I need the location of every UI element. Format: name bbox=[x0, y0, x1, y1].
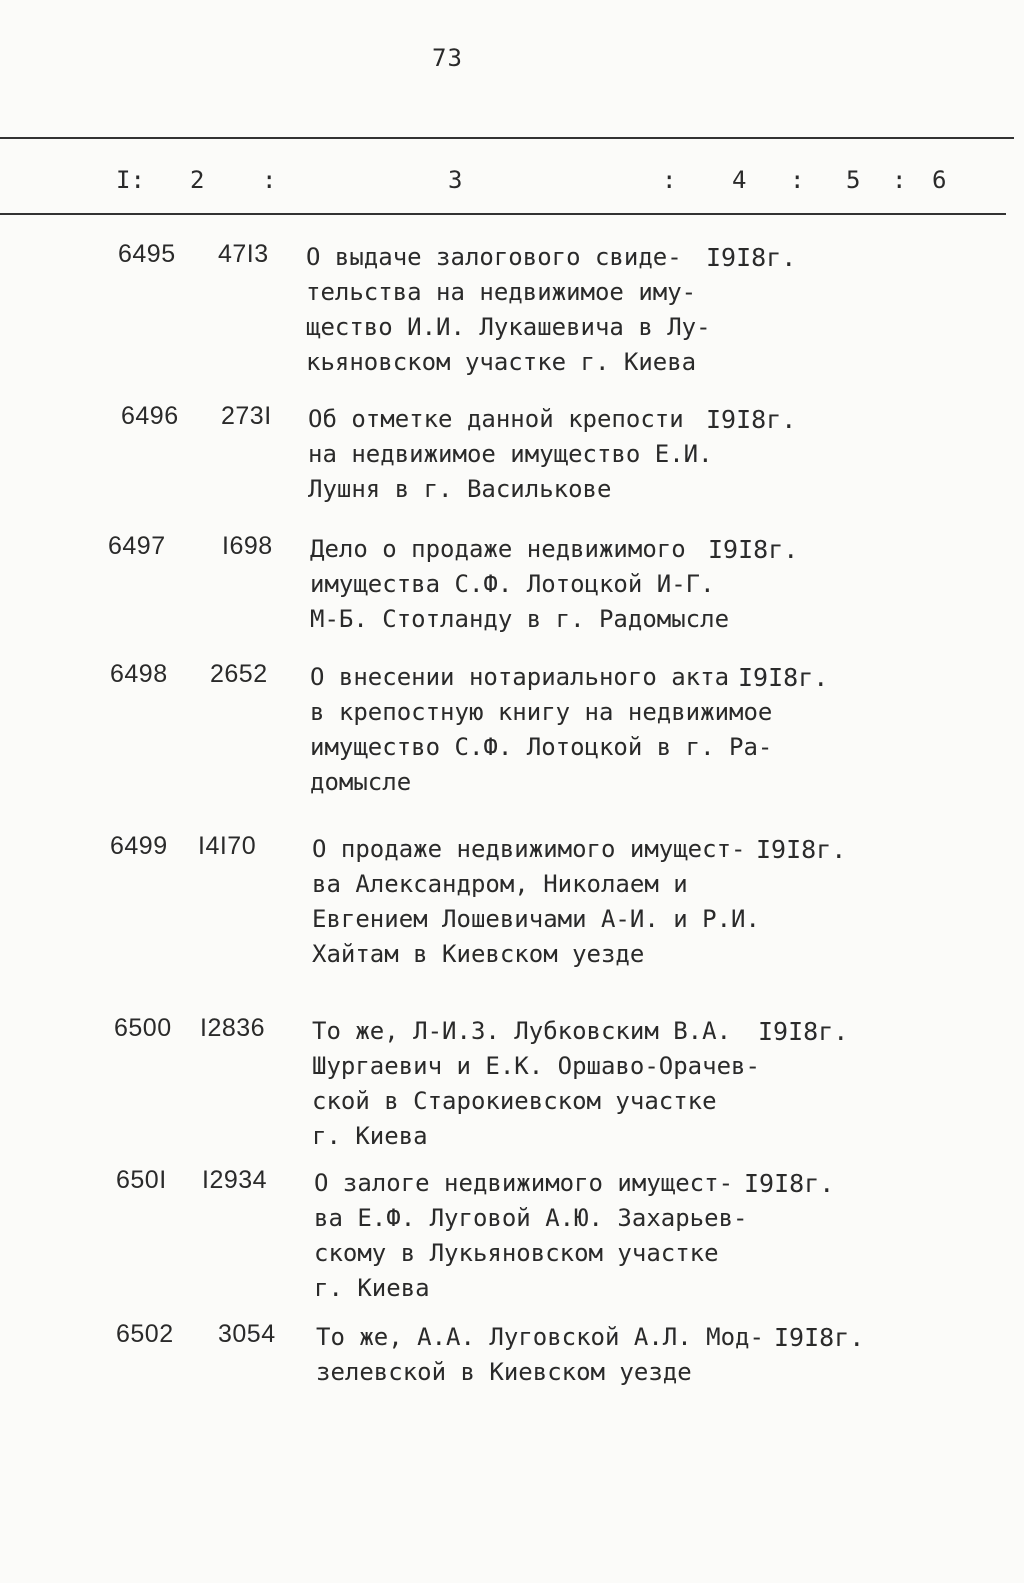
description-line: Шургаевич и Е.К. Оршаво-Орачев- bbox=[312, 1052, 760, 1080]
record-description bbox=[312, 1014, 760, 1154]
description-line: Об отметке данной крепости bbox=[308, 405, 684, 433]
record-number: 6502 bbox=[116, 1320, 174, 1348]
record-year: I9I8г. bbox=[706, 243, 797, 272]
description-line: Дело о продаже недвижимого bbox=[310, 535, 686, 563]
column-header-6: 6 bbox=[932, 166, 947, 194]
description-line: Хайтам в Киевском уезде bbox=[312, 940, 645, 968]
file-number: I698 bbox=[222, 532, 273, 560]
description-line: г. Киева bbox=[312, 1122, 428, 1150]
file-number: 47I3 bbox=[218, 240, 269, 268]
column-header-separator: : bbox=[790, 166, 805, 194]
page-number: 73 bbox=[432, 44, 463, 72]
column-header-separator: : bbox=[892, 166, 907, 194]
file-number: I2836 bbox=[200, 1014, 266, 1042]
description-line: ской в Старокиевском участке bbox=[312, 1087, 717, 1115]
record-year: I9I8г. bbox=[774, 1323, 865, 1352]
description-line: скому в Лукьяновском участке bbox=[314, 1239, 719, 1267]
record-year: I9I8г. bbox=[756, 835, 847, 864]
description-line: О залоге недвижимого имущест- bbox=[314, 1169, 734, 1197]
record-description bbox=[312, 832, 760, 972]
description-line: ва Александром, Николаем и bbox=[312, 870, 688, 898]
record-year: I9I8г. bbox=[744, 1169, 835, 1198]
record-year: I9I8г. bbox=[738, 663, 829, 692]
description-line: щество И.И. Лукашевича в Лу- bbox=[306, 313, 711, 341]
record-year: I9I8г. bbox=[708, 535, 799, 564]
description-line: М-Б. Стотланду в г. Радомысле bbox=[310, 605, 730, 633]
record-description bbox=[310, 660, 772, 800]
record-year: I9I8г. bbox=[758, 1017, 849, 1046]
column-header-4: 4 bbox=[732, 166, 747, 194]
file-number: 273I bbox=[221, 402, 272, 430]
description-line: на недвижимое имущество Е.И. bbox=[308, 440, 713, 468]
column-header-1: I: bbox=[116, 166, 145, 194]
description-line: тельства на недвижимое иму- bbox=[306, 278, 697, 306]
column-header-3: 3 bbox=[448, 166, 463, 194]
description-line: То же, Л-И.З. Лубковским В.А. bbox=[312, 1017, 732, 1045]
record-number: 6496 bbox=[121, 402, 179, 430]
file-number: 3054 bbox=[218, 1320, 276, 1348]
description-line: О выдаче залогового свиде- bbox=[306, 243, 682, 271]
record-number: 6500 bbox=[114, 1014, 172, 1042]
description-line: О внесении нотариального акта bbox=[310, 663, 730, 691]
record-description bbox=[310, 532, 729, 637]
description-line: домысле bbox=[310, 768, 412, 796]
record-description bbox=[316, 1320, 764, 1390]
column-header-separator: : bbox=[662, 166, 677, 194]
description-line: имущество С.Ф. Лотоцкой в г. Ра- bbox=[310, 733, 773, 761]
description-line: То же, А.А. Луговской А.Л. Мод- bbox=[316, 1323, 764, 1351]
column-header-row bbox=[0, 166, 1024, 200]
file-number: I4I70 bbox=[198, 832, 257, 860]
table-top-rule bbox=[0, 137, 1014, 139]
record-description bbox=[314, 1166, 747, 1306]
description-line: Лушня в г. Василькове bbox=[308, 475, 612, 503]
record-description bbox=[308, 402, 713, 507]
record-number: 6497 bbox=[108, 532, 166, 560]
record-number: 6495 bbox=[118, 240, 176, 268]
description-line: г. Киева bbox=[314, 1274, 430, 1302]
column-header-separator: : bbox=[262, 166, 277, 194]
description-line: Евгением Лошевичами А-И. и Р.И. bbox=[312, 905, 760, 933]
description-line: ва Е.Ф. Луговой А.Ю. Захарьев- bbox=[314, 1204, 748, 1232]
record-year: I9I8г. bbox=[706, 405, 797, 434]
record-number: 6498 bbox=[110, 660, 168, 688]
record-description bbox=[306, 240, 711, 380]
record-number: 6499 bbox=[110, 832, 168, 860]
description-line: зелевской в Киевском уезде bbox=[316, 1358, 692, 1386]
table-header-rule bbox=[0, 213, 1006, 215]
description-line: кьяновском участке г. Киева bbox=[306, 348, 697, 376]
description-line: имущества С.Ф. Лотоцкой И-Г. bbox=[310, 570, 715, 598]
column-header-5: 5 bbox=[846, 166, 861, 194]
description-line: О продаже недвижимого имущест- bbox=[312, 835, 746, 863]
column-header-2: 2 bbox=[190, 166, 205, 194]
record-number: 650I bbox=[116, 1166, 167, 1194]
description-line: в крепостную книгу на недвижимое bbox=[310, 698, 773, 726]
file-number: I2934 bbox=[202, 1166, 268, 1194]
file-number: 2652 bbox=[210, 660, 268, 688]
